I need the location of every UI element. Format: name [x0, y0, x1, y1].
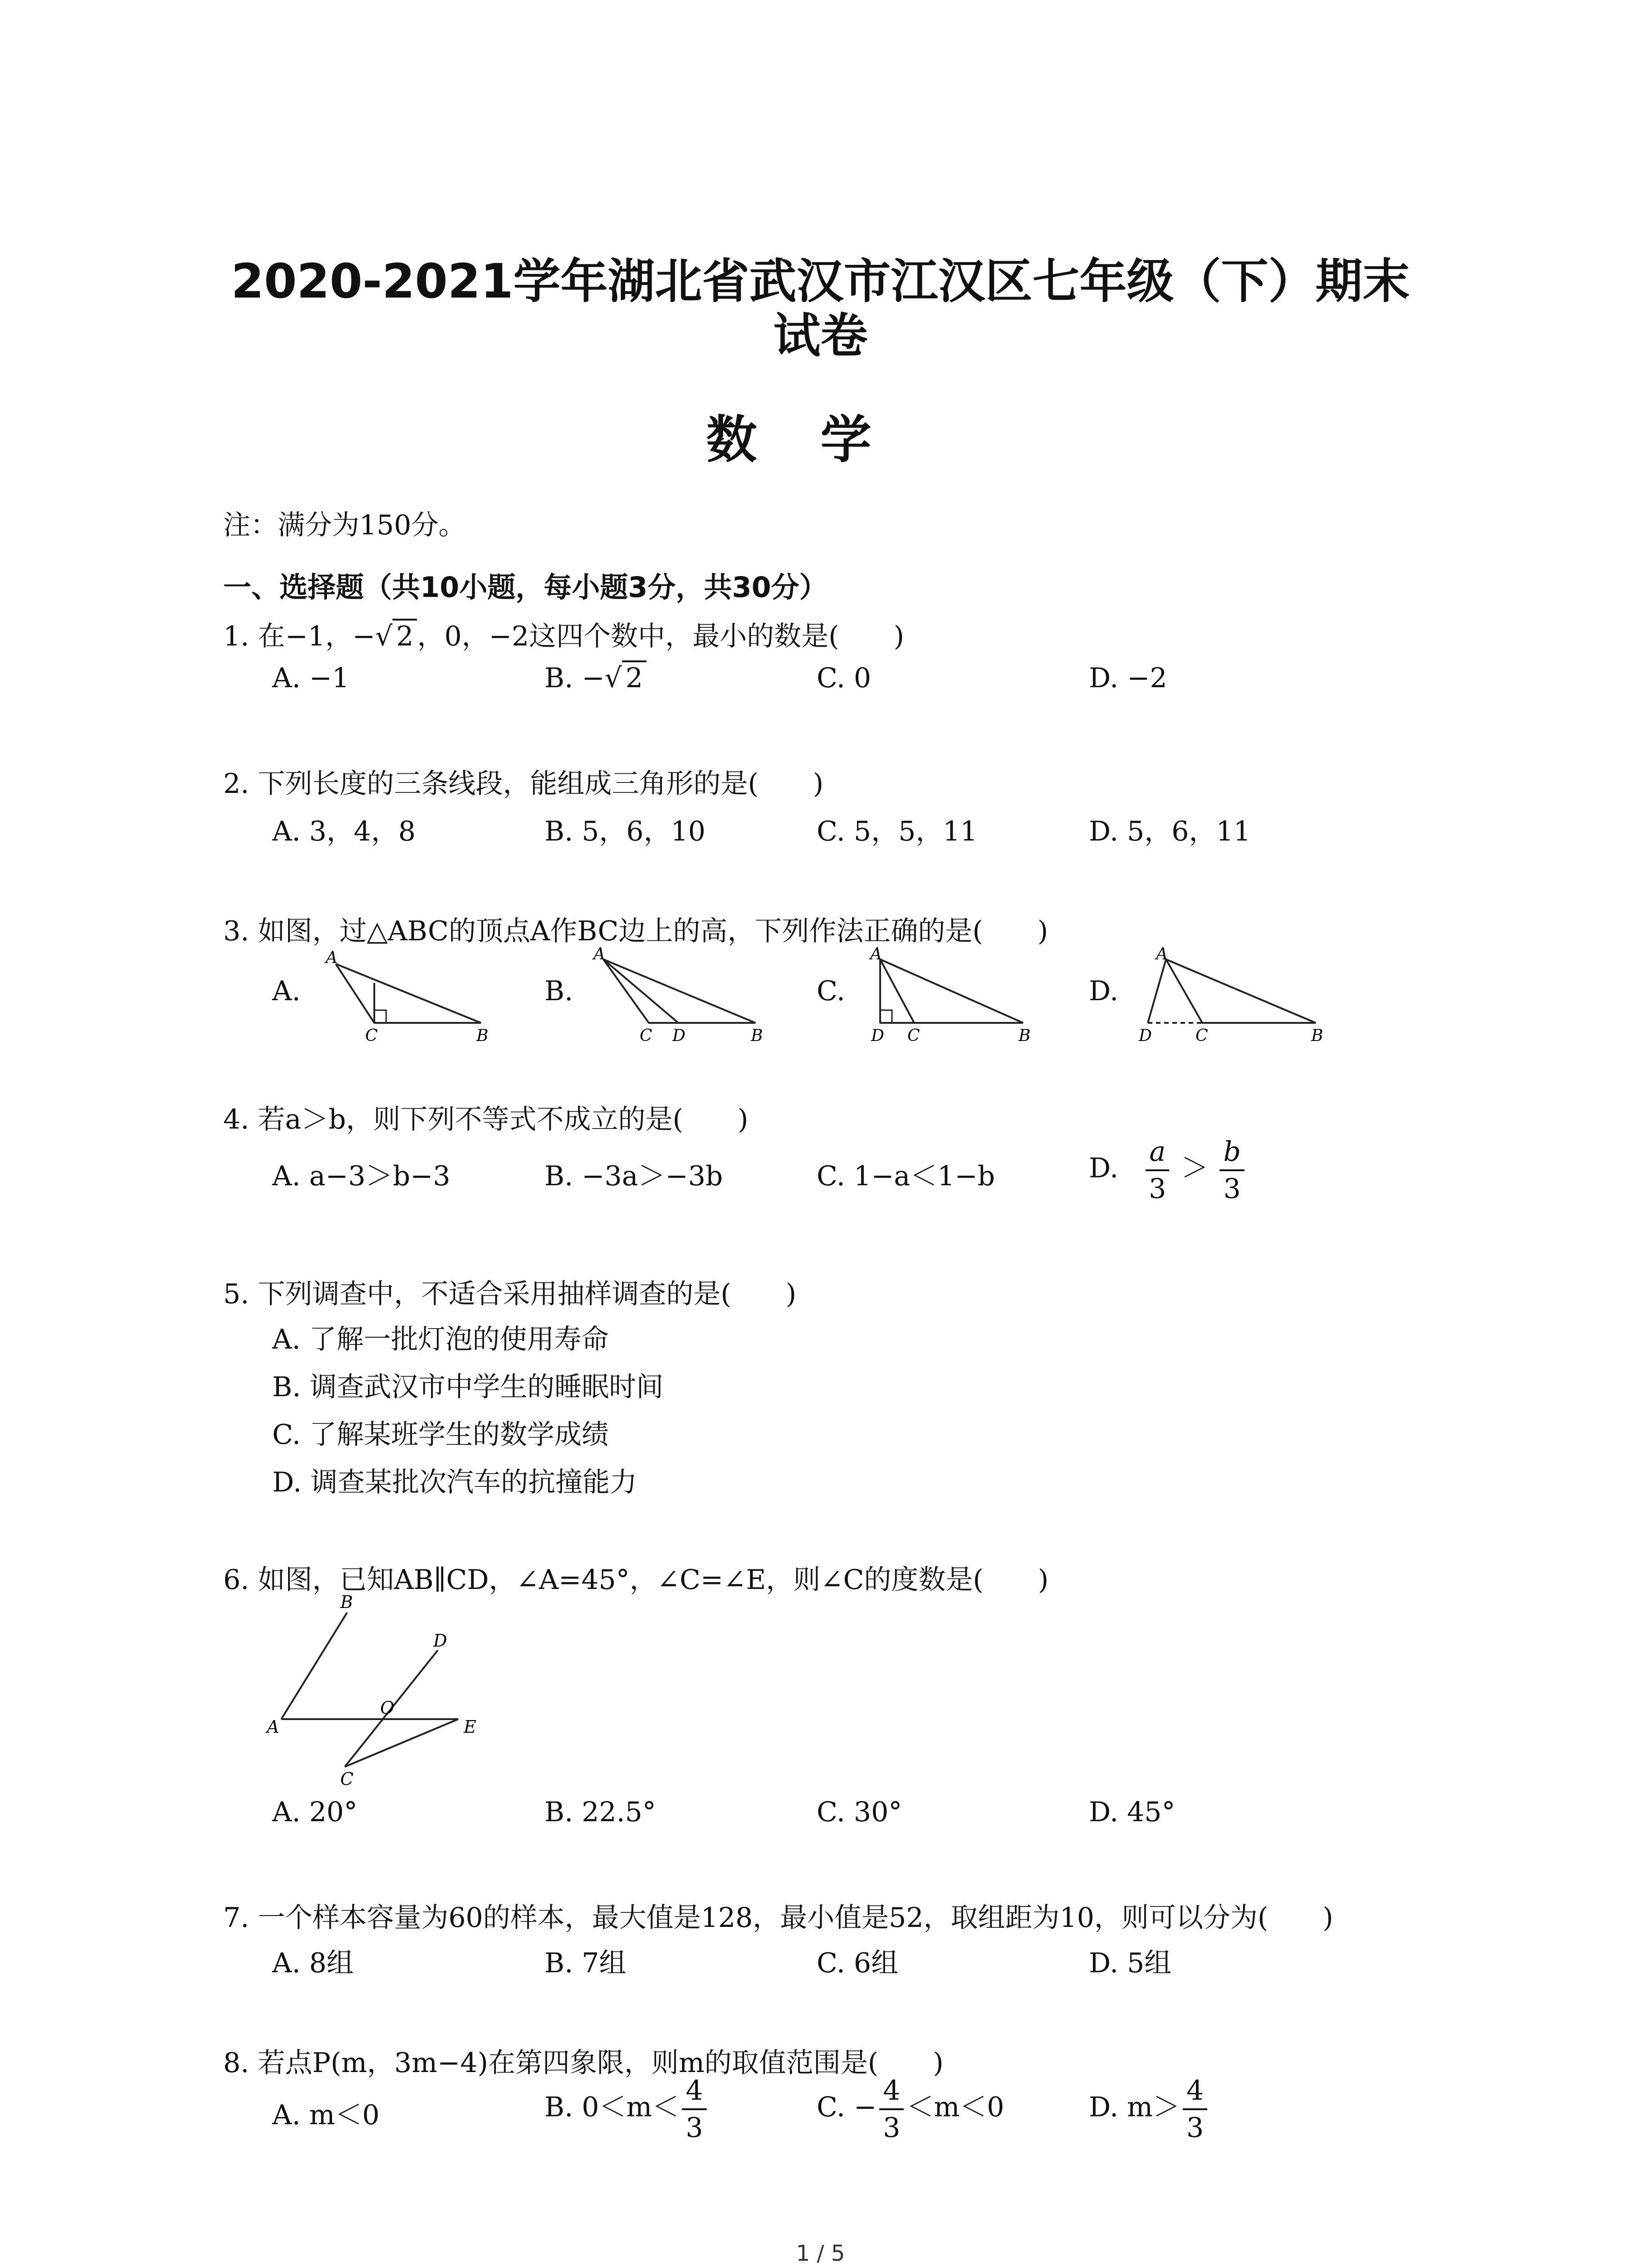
label-c: C [365, 1026, 378, 1045]
label-b: B [340, 1592, 353, 1612]
question-8-stem: 8. 若点P(m，3m−4)在第四象限，则m的取值范围是( ) [223, 2047, 944, 2079]
question-3-figure-b [585, 946, 776, 1046]
question-8-option-d[interactable]: D. m＞ $\frac{4}{3}$ [1089, 2073, 1210, 2146]
question-4-stem: 4. 若a＞b，则下列不等式不成立的是( ) [223, 1104, 749, 1135]
question-3-option-a[interactable]: A. [272, 975, 301, 1007]
question-6-option-d[interactable]: D. 45° [1089, 1796, 1176, 1828]
question-6-option-a[interactable]: A. 20° [272, 1796, 358, 1828]
page-number: 1 / 5 [796, 2241, 845, 2266]
question-5-option-b[interactable]: B. 调查武汉市中学生的睡眠时间 [272, 1371, 664, 1403]
question-2-stem: 2. 下列长度的三条线段，能组成三角形的是( ) [223, 768, 824, 800]
label-b: B [476, 1026, 489, 1045]
label-c: C [340, 1769, 354, 1787]
label-d: D [672, 1026, 686, 1045]
question-3-figure-a [318, 946, 508, 1046]
question-3-figure-d [1125, 946, 1343, 1046]
question-1-option-b[interactable]: B. −√ 2 [544, 662, 647, 694]
label-c: C [907, 1026, 920, 1045]
page-title-line2: 试卷 [773, 308, 868, 363]
question-1-option-c[interactable]: C. 0 [817, 662, 872, 694]
question-6-option-b[interactable]: B. 22.5° [544, 1796, 656, 1828]
subject-heading: 数学 [706, 410, 935, 469]
question-4-option-c[interactable]: C. 1−a＜1−b [817, 1160, 995, 1192]
question-3-option-d[interactable]: D. [1089, 975, 1119, 1007]
question-4-option-a[interactable]: A. a−3＞b−3 [272, 1160, 451, 1192]
label-a: A [267, 1717, 279, 1737]
label-b: B [1019, 1026, 1031, 1045]
question-3-option-c[interactable]: C. [817, 975, 845, 1007]
question-2-option-b[interactable]: B. 5，6，10 [544, 816, 705, 847]
question-2-option-d[interactable]: D. 5，6，11 [1089, 816, 1251, 847]
question-2-option-c[interactable]: C. 5，5，11 [817, 816, 978, 847]
question-5-option-a[interactable]: A. 了解一批灯泡的使用寿命 [272, 1324, 609, 1355]
label-d: D [1139, 1026, 1152, 1045]
label-c: C [1195, 1026, 1208, 1045]
label-b: B [1311, 1026, 1323, 1045]
question-5-option-d[interactable]: D. 调查某批次汽车的抗撞能力 [272, 1466, 637, 1498]
question-2-option-a[interactable]: A. 3，4，8 [272, 816, 416, 847]
question-3-figure-c [853, 946, 1043, 1046]
question-3-option-b[interactable]: B. [544, 975, 573, 1007]
question-5-option-c[interactable]: C. 了解某班学生的数学成绩 [272, 1419, 609, 1451]
question-7-option-d[interactable]: D. 5组 [1089, 1947, 1172, 1979]
question-8-option-b[interactable]: B. 0＜m＜ $\frac{4}{3}$ [544, 2073, 710, 2146]
section-heading: 一、选择题（共10小题，每小题3分，共30分） [223, 571, 828, 604]
question-1-option-a[interactable]: A. −1 [272, 662, 349, 694]
question-5-stem: 5. 下列调查中，不适合采用抽样调查的是( ) [223, 1278, 797, 1310]
score-note: 注：满分为150分。 [223, 509, 466, 541]
question-1-stem: 1. 在−1，−√ 2 ，0，−2这四个数中，最小的数是( ) [223, 615, 904, 654]
label-a: A [593, 946, 605, 963]
question-6-stem: 6. 如图，已知AB∥CD，∠A=45°，∠C=∠E，则∠C的度数是( ) [223, 1564, 1049, 1596]
label-a: A [326, 948, 338, 967]
label-d: D [871, 1026, 884, 1045]
label-e: E [464, 1717, 476, 1737]
question-8-option-c[interactable]: C. − $\frac{4}{3}$ ＜m＜0 [817, 2073, 1004, 2146]
label-b: B [751, 1026, 763, 1045]
label-a: A [870, 946, 882, 963]
question-1-option-d[interactable]: D. −2 [1089, 662, 1167, 694]
question-6-option-c[interactable]: C. 30° [817, 1796, 902, 1828]
label-c: C [640, 1026, 652, 1045]
question-3-stem: 3. 如图，过△ABC的顶点A作BC边上的高，下列作法正确的是( ) [223, 915, 1048, 947]
question-7-option-a[interactable]: A. 8组 [272, 1947, 354, 1979]
question-7-option-c[interactable]: C. 6组 [817, 1947, 899, 1979]
question-8-option-a[interactable]: A. m＜0 [272, 2099, 380, 2131]
question-7-stem: 7. 一个样本容量为60的样本，最大值是128，最小值是52，取组距为10，则可以分为( ) [223, 1902, 1333, 1934]
question-6-figure [254, 1592, 499, 1787]
question-7-option-b[interactable]: B. 7组 [544, 1947, 627, 1979]
page-title: 2020-2021学年湖北省武汉市江汉区七年级（下）期末 [231, 254, 1410, 309]
label-a: A [1156, 946, 1168, 963]
question-4-option-b[interactable]: B. −3a＞−3b [544, 1160, 723, 1192]
label-o: O [380, 1698, 395, 1718]
label-d: D [433, 1631, 447, 1651]
question-4-option-d[interactable]: D. $\frac{a}{3}$ ＞ $\frac{b}{3}$ [1089, 1134, 1247, 1207]
